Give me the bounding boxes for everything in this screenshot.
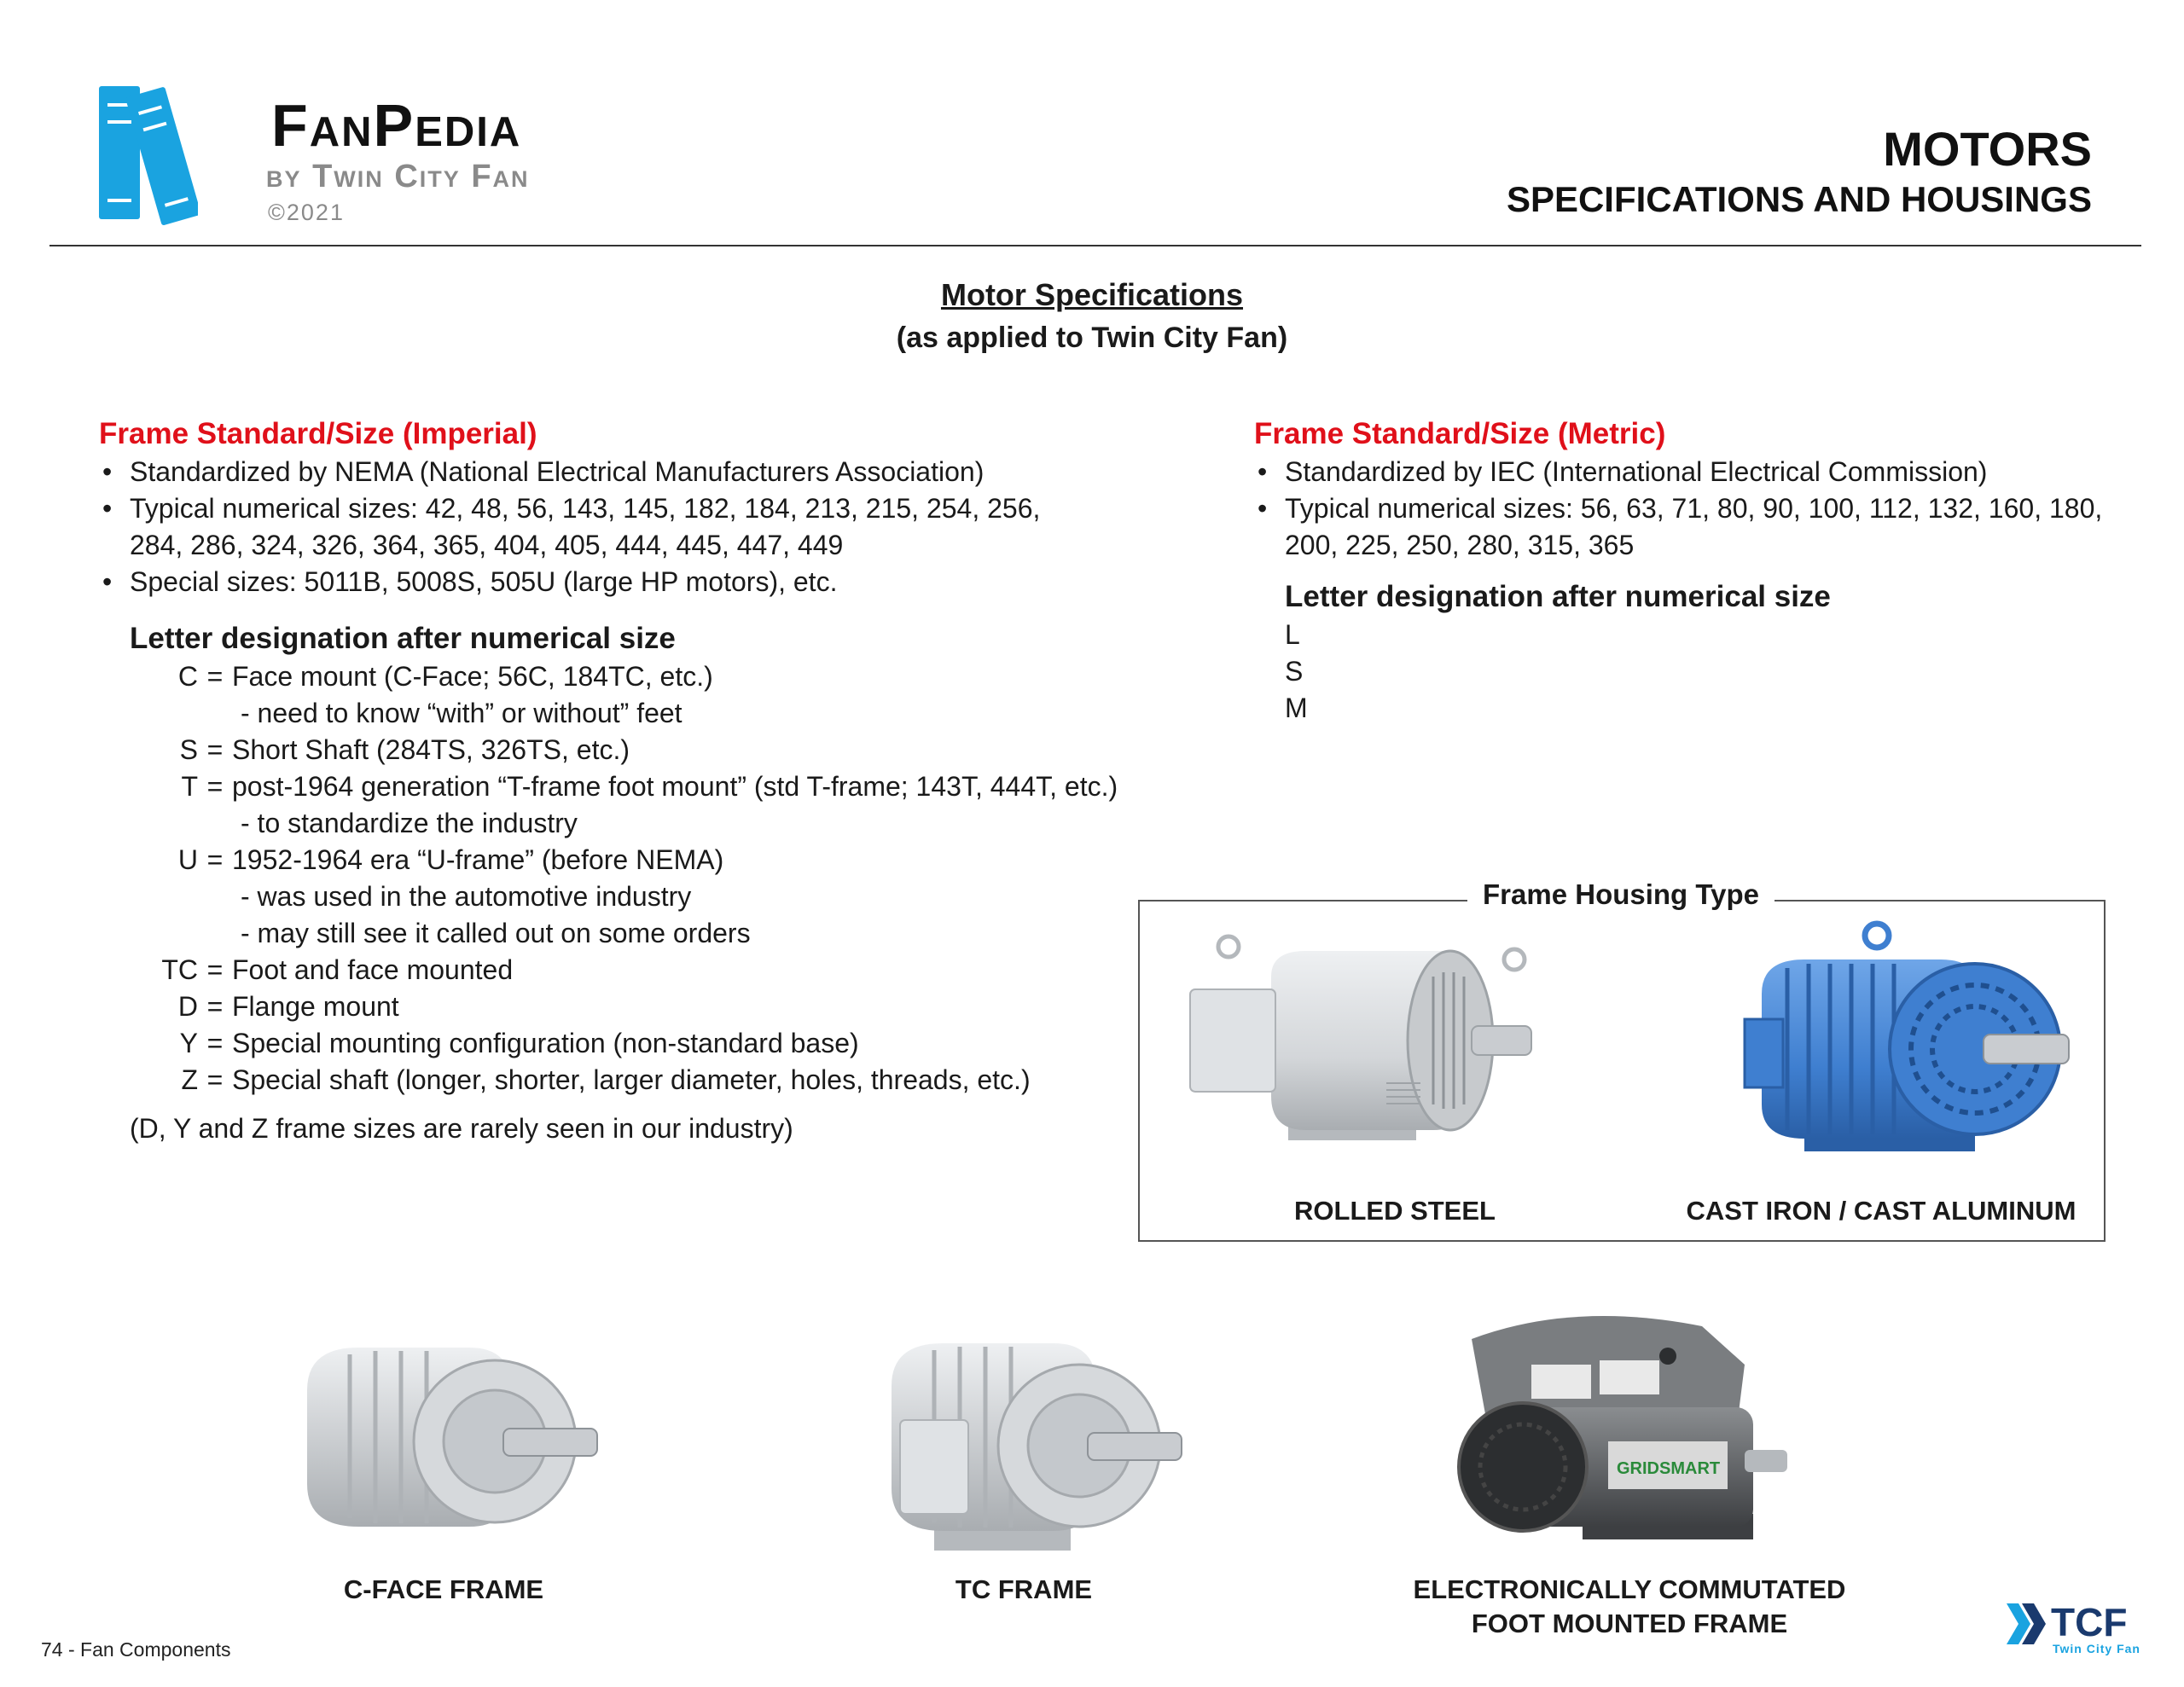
motor-caption-ec-line1: ELECTRONICALLY COMMUTATED — [1413, 1574, 1846, 1604]
c-face-motor-image — [299, 1330, 606, 1552]
letter-note: - may still see it called out on some orders — [241, 918, 751, 948]
fanpedia-books-logo-icon — [96, 81, 198, 226]
motor-caption-tc-frame: TC FRAME — [955, 1574, 1093, 1604]
letter-row-z: Z = Special shaft (longer, shorter, larger diameter, holes, threads, etc.) — [181, 1064, 1031, 1095]
list-item: L — [1285, 619, 1300, 650]
metric-heading: Frame Standard/Size (Metric) — [1254, 417, 1666, 450]
logo-byline: by Twin City Fan — [266, 159, 530, 194]
metric-letter-list — [1285, 617, 2107, 727]
frame-housing-title: Frame Housing Type — [1467, 878, 1774, 911]
imperial-column — [99, 415, 1148, 1147]
page-title: MOTORS — [1883, 122, 2092, 176]
section-title: Motor Specifications — [940, 277, 1244, 312]
rare-sizes-note: (D, Y and Z frame sizes are rarely seen in our industry) — [130, 1113, 793, 1144]
letter-row-c: C = Face mount (C-Face; 56C, 184TC, etc.) — [177, 661, 713, 692]
letter-note: - need to know “with” or without” feet — [241, 698, 682, 728]
metric-bullets — [1254, 454, 2107, 564]
logo-copyright: ©2021 — [268, 200, 345, 225]
imperial-heading: Frame Standard/Size (Imperial) — [99, 417, 537, 450]
housing-caption-rolled-steel: ROLLED STEEL — [1294, 1196, 1496, 1226]
motor-caption-ec-line2: FOOT MOUNTED FRAME — [1471, 1609, 1788, 1638]
metric-letter-heading: Letter designation after numerical size — [1285, 580, 1831, 613]
list-item: S — [1285, 656, 1304, 687]
list-item: • Typical numerical sizes: 56, 63, 71, 80, 90, 100, 112, 132, 160, 180, 200, 225, 250, 280, 315, 365 — [1254, 490, 2104, 564]
metric-column — [1254, 415, 2107, 727]
letter-row-y: Y = Special mounting configuration (non-standard base) — [179, 1028, 859, 1058]
logo-wordmark: FanPedia — [271, 92, 522, 159]
list-item: • Typical numerical sizes: 42, 48, 56, 143, 145, 182, 184, 213, 215, 254, 256, 284, 286, 324, 326, 364, 365, 404, 405, 444, 445, 447, 449 — [99, 490, 1094, 564]
letter-row-tc: TC = Foot and face mounted — [161, 954, 514, 985]
letter-designation-list — [130, 658, 1148, 1099]
list-item: • Standardized by NEMA (National Electrical Manufacturers Association) — [99, 454, 1148, 490]
section-subtitle: (as applied to Twin City Fan) — [896, 322, 1288, 354]
letter-row-d: D = Flange mount — [177, 991, 399, 1022]
tcf-chevron-icon — [2005, 1597, 2148, 1658]
housing-caption-cast-iron: CAST IRON / CAST ALUMINUM — [1686, 1196, 2077, 1226]
page-subtitle: SPECIFICATIONS AND HOUSINGS — [1506, 179, 2092, 219]
motor-caption-c-face: C-FACE FRAME — [343, 1574, 544, 1604]
list-item: M — [1285, 693, 1308, 723]
letter-row-u: U = 1952-1964 era “U-frame” (before NEMA) — [177, 844, 724, 875]
svg-text:Twin City Fan: Twin City Fan — [2053, 1642, 2140, 1655]
rolled-steel-motor-image — [1177, 925, 1553, 1164]
letter-note: - to standardize the industry — [241, 808, 578, 838]
ec-motor-label: GRIDSMART — [1617, 1459, 1721, 1478]
ec-motor-image — [1455, 1305, 1804, 1552]
letter-note: - was used in the automotive industry — [241, 881, 692, 912]
tcf-logo — [2005, 1597, 2148, 1658]
header-divider — [49, 245, 2141, 246]
tc-frame-motor-image — [883, 1326, 1190, 1561]
svg-text:TCF: TCF — [2051, 1600, 2128, 1644]
letter-row-s: S = Short Shaft (284TS, 326TS, etc.) — [179, 734, 630, 765]
imperial-bullets — [99, 454, 1148, 600]
imperial-letter-heading: Letter designation after numerical size — [130, 622, 676, 655]
letter-row-t: T = post-1964 generation “T-frame foot mount” (std T-frame; 143T, 444T, etc.) — [181, 771, 1118, 802]
list-item: • Special sizes: 5011B, 5008S, 505U (large HP motors), etc. — [99, 564, 1148, 600]
cast-iron-motor-image — [1728, 917, 2086, 1173]
list-item: • Standardized by IEC (International Electrical Commission) — [1254, 454, 2107, 490]
page-footer: 74 - Fan Components — [41, 1638, 231, 1661]
